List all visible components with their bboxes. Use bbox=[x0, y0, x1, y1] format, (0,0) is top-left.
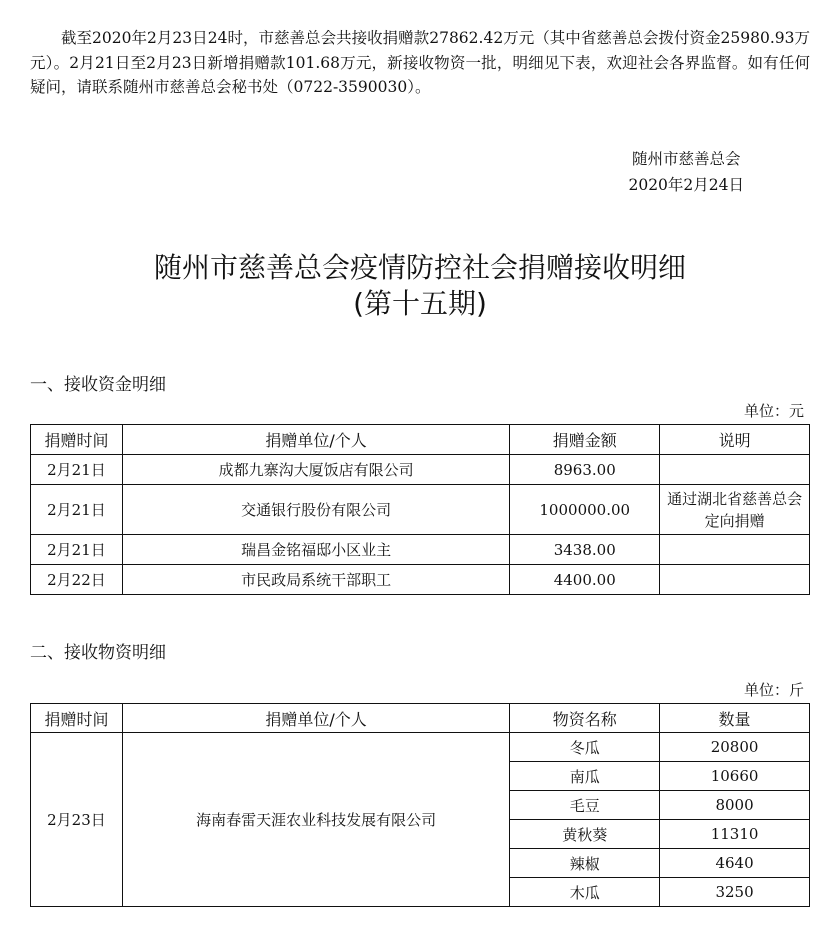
funds-amount: 3438.00 bbox=[510, 535, 660, 565]
signature-org: 随州市慈善总会 bbox=[631, 150, 741, 168]
goods-item-name: 黄秋葵 bbox=[510, 820, 660, 849]
funds-note bbox=[660, 455, 810, 485]
goods-item-name: 冬瓜 bbox=[510, 733, 660, 762]
table-row bbox=[31, 455, 810, 485]
funds-note: 通过湖北省慈善总会定向捐赠 bbox=[660, 485, 810, 535]
funds-header-note: 说明 bbox=[660, 425, 810, 455]
funds-donor: 交通银行股份有限公司 bbox=[122, 485, 509, 535]
funds-date: 2月22日 bbox=[31, 565, 123, 595]
signature-date: 2020年2月24日 bbox=[628, 176, 744, 194]
goods-header-date: 捐赠时间 bbox=[31, 704, 123, 733]
goods-item-qty: 10660 bbox=[660, 762, 810, 791]
funds-heading: 一、接收资金明细 bbox=[30, 375, 166, 395]
goods-date: 2月23日 bbox=[31, 733, 123, 907]
intro-paragraph: 截至2020年2月23日24时，市慈善总会共接收捐赠款27862.42万元（其中省慈善总会拨付资金25980.93万元）。2月21日至2月23日新增捐赠款101.68万元，新接收物资一批，明细见下表，欢迎社会各界监督。如有任何疑问，请联系随州市慈善总会秘书处（0722-3590030）。 bbox=[30, 29, 810, 96]
table-row bbox=[31, 565, 810, 595]
funds-header-date: 捐赠时间 bbox=[31, 425, 123, 455]
funds-note bbox=[660, 565, 810, 595]
funds-header-donor: 捐赠单位/个人 bbox=[122, 425, 509, 455]
funds-donor: 成都九寨沟大厦饭店有限公司 bbox=[122, 455, 509, 485]
goods-header-row bbox=[31, 704, 810, 733]
table-row bbox=[31, 485, 810, 535]
goods-header-item: 物资名称 bbox=[510, 704, 660, 733]
funds-amount: 8963.00 bbox=[510, 455, 660, 485]
funds-header-row bbox=[31, 425, 810, 455]
funds-date: 2月21日 bbox=[31, 455, 123, 485]
funds-table bbox=[30, 424, 810, 595]
goods-header-qty: 数量 bbox=[660, 704, 810, 733]
funds-amount: 1000000.00 bbox=[510, 485, 660, 535]
funds-date: 2月21日 bbox=[31, 485, 123, 535]
table-row bbox=[31, 733, 810, 762]
goods-item-qty: 3250 bbox=[660, 878, 810, 907]
goods-item-qty: 20800 bbox=[660, 733, 810, 762]
funds-header-amount: 捐赠金额 bbox=[510, 425, 660, 455]
goods-item-name: 木瓜 bbox=[510, 878, 660, 907]
goods-donor: 海南春雷天涯农业科技发展有限公司 bbox=[122, 733, 509, 907]
funds-date: 2月21日 bbox=[31, 535, 123, 565]
goods-heading: 二、接收物资明细 bbox=[30, 643, 166, 663]
goods-item-name: 辣椒 bbox=[510, 849, 660, 878]
goods-item-qty: 11310 bbox=[660, 820, 810, 849]
goods-item-name: 南瓜 bbox=[510, 762, 660, 791]
goods-table bbox=[30, 703, 810, 907]
title-line-2: (第十五期) bbox=[353, 287, 487, 320]
goods-item-qty: 4640 bbox=[660, 849, 810, 878]
funds-note bbox=[660, 535, 810, 565]
funds-amount: 4400.00 bbox=[510, 565, 660, 595]
goods-header-donor: 捐赠单位/个人 bbox=[122, 704, 509, 733]
funds-donor: 市民政局系统干部职工 bbox=[122, 565, 509, 595]
signature-block bbox=[628, 146, 744, 198]
page-title bbox=[0, 250, 840, 322]
funds-unit: 单位：元 bbox=[743, 402, 804, 420]
title-line-1: 随州市慈善总会疫情防控社会捐赠接收明细 bbox=[153, 251, 686, 284]
goods-item-qty: 8000 bbox=[660, 791, 810, 820]
goods-unit: 单位：斤 bbox=[743, 681, 804, 699]
table-row bbox=[31, 535, 810, 565]
funds-donor: 瑞昌金铭福邸小区业主 bbox=[122, 535, 509, 565]
goods-item-name: 毛豆 bbox=[510, 791, 660, 820]
